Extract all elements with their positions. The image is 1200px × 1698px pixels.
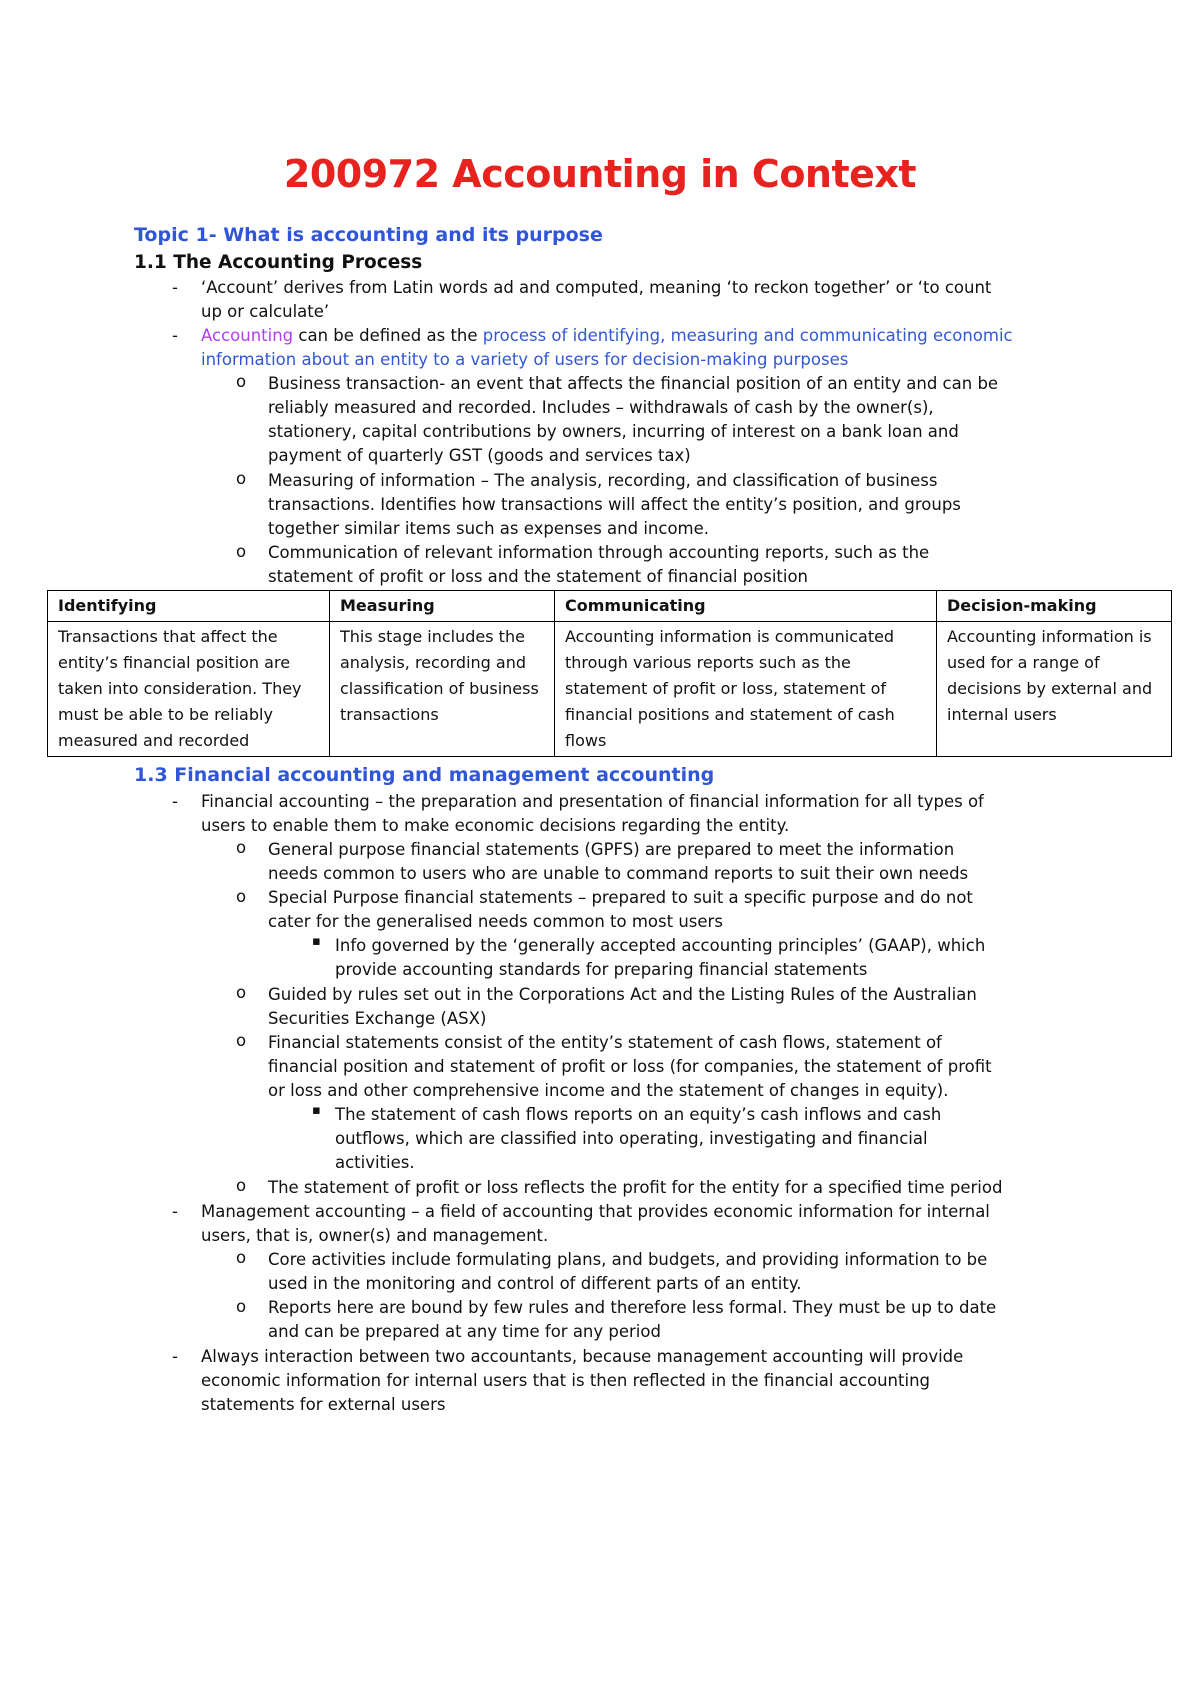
dash-bullet: -: [172, 278, 178, 297]
circle-bullet: o: [236, 1031, 247, 1050]
square-bullet: ▪: [312, 1103, 321, 1118]
text-line: statement of profit or loss and the statement of financial position: [268, 567, 809, 586]
text-line: activities.: [335, 1153, 415, 1172]
circle-bullet: o: [236, 372, 247, 391]
text-line: cater for the generalised needs common to most users: [268, 912, 723, 931]
text-line: Always interaction between two accountants, because management accounting will provide: [201, 1347, 964, 1366]
text-line: Financial accounting – the preparation and presentation of financial information for all types of: [201, 792, 984, 811]
table-header-cell: Decision-making: [937, 591, 1172, 622]
text-line: Securities Exchange (ASX): [268, 1009, 487, 1028]
text-line: users to enable them to make economic decisions regarding the entity.: [201, 816, 790, 835]
text-line: Measuring of information – The analysis, recording, and classification of business: [268, 471, 938, 490]
table-header-row: [48, 591, 1172, 622]
accounting-term: Accounting: [201, 326, 294, 345]
text-line: Business transaction- an event that affects the financial position of an entity and can be: [268, 374, 999, 393]
circle-bullet: o: [236, 469, 247, 488]
text-line: Communication of relevant information through accounting reports, such as the: [268, 543, 930, 562]
definition-line: information about an entity to a variety of users for decision-making purposes: [201, 350, 849, 369]
text-line: economic information for internal users that is then reflected in the financial accounting: [201, 1371, 930, 1390]
text-line: stationery, capital contributions by owners, incurring of interest on a bank loan and: [268, 422, 959, 441]
text-line: financial position and statement of profit or loss (for companies, the statement of profit: [268, 1057, 992, 1076]
text-line: Core activities include formulating plans, and budgets, and providing information to be: [268, 1250, 988, 1269]
text-line: users, that is, owner(s) and management.: [201, 1226, 549, 1245]
text-line: transactions. Identifies how transactions will affect the entity’s position, and groups: [268, 495, 961, 514]
circle-bullet: o: [236, 983, 247, 1002]
table-cell: Accounting information is used for a range of decisions by external and internal users: [937, 622, 1172, 757]
circle-bullet: o: [236, 838, 247, 857]
circle-bullet: o: [236, 887, 247, 906]
text-line: Special Purpose financial statements – prepared to suit a specific purpose and do not: [268, 888, 973, 907]
square-bullet: ▪: [312, 934, 321, 949]
text-line: or loss and other comprehensive income and the statement of changes in equity).: [268, 1081, 949, 1100]
circle-bullet: o: [236, 1297, 247, 1316]
circle-bullet: o: [236, 1176, 247, 1195]
text-line: Management accounting – a field of accounting that provides economic information for internal: [201, 1202, 990, 1221]
text-line: needs common to users who are unable to command reports to suit their own needs: [268, 864, 969, 883]
text-line: ‘Account’ derives from Latin words ad and computed, meaning ‘to reckon together’ or ‘to count: [201, 278, 992, 297]
text-line: payment of quarterly GST (goods and services tax): [268, 446, 691, 465]
table-header-cell: Communicating: [555, 591, 937, 622]
circle-bullet: o: [236, 542, 247, 561]
text-line: Financial statements consist of the entity’s statement of cash flows, statement of: [268, 1033, 942, 1052]
text-line: Info governed by the ‘generally accepted accounting principles’ (GAAP), which: [335, 936, 986, 955]
table-cell: Transactions that affect the entity’s financial position are taken into consideration. They must be able to be reliably measured and recorded: [48, 622, 330, 757]
text-line: together similar items such as expenses and income.: [268, 519, 710, 538]
text-line: Reports here are bound by few rules and therefore less formal. They must be up to date: [268, 1298, 997, 1317]
text-line: The statement of profit or loss reflects the profit for the entity for a specified time period: [268, 1178, 1003, 1197]
dash-bullet: -: [172, 792, 178, 811]
section-heading-1-3: 1.3 Financial accounting and management accounting: [134, 764, 715, 786]
dash-bullet: -: [172, 1347, 178, 1366]
dash-bullet: -: [172, 326, 178, 345]
text-line: The statement of cash flows reports on an equity’s cash inflows and cash: [335, 1105, 942, 1124]
definition-line: [201, 323, 1013, 349]
topic-heading: Topic 1- What is accounting and its purpose: [134, 224, 603, 246]
circle-bullet: o: [236, 1248, 247, 1267]
table-header-cell: Identifying: [48, 591, 330, 622]
dash-bullet: -: [172, 1202, 178, 1221]
table-row: [48, 622, 1172, 757]
table-header-cell: Measuring: [330, 591, 555, 622]
text-line: outflows, which are classified into operating, investigating and financial: [335, 1129, 928, 1148]
text-line: up or calculate’: [201, 302, 330, 321]
text-line: reliably measured and recorded. Includes – withdrawals of cash by the owner(s),: [268, 398, 934, 417]
text-line: and can be prepared at any time for any period: [268, 1322, 661, 1341]
table-cell: This stage includes the analysis, recording and classification of business transactions: [330, 622, 555, 757]
definition-highlight: process of identifying, measuring and communicating economic: [482, 326, 1013, 345]
table-cell: Accounting information is communicated through various reports such as the statement of profit or loss, statement of financial positions and statement of cash flows: [555, 622, 937, 757]
accounting-process-table: [47, 590, 1172, 757]
sub-heading-1-1: 1.1 The Accounting Process: [134, 252, 423, 273]
text-line: Guided by rules set out in the Corporations Act and the Listing Rules of the Australian: [268, 985, 977, 1004]
text-line: General purpose financial statements (GPFS) are prepared to meet the information: [268, 840, 955, 859]
text-line: provide accounting standards for preparing financial statements: [335, 960, 868, 979]
document-title: 200972 Accounting in Context: [283, 152, 917, 196]
text-line: statements for external users: [201, 1395, 446, 1414]
definition-connector: can be defined as the: [293, 326, 483, 345]
text-line: used in the monitoring and control of different parts of an entity.: [268, 1274, 802, 1293]
